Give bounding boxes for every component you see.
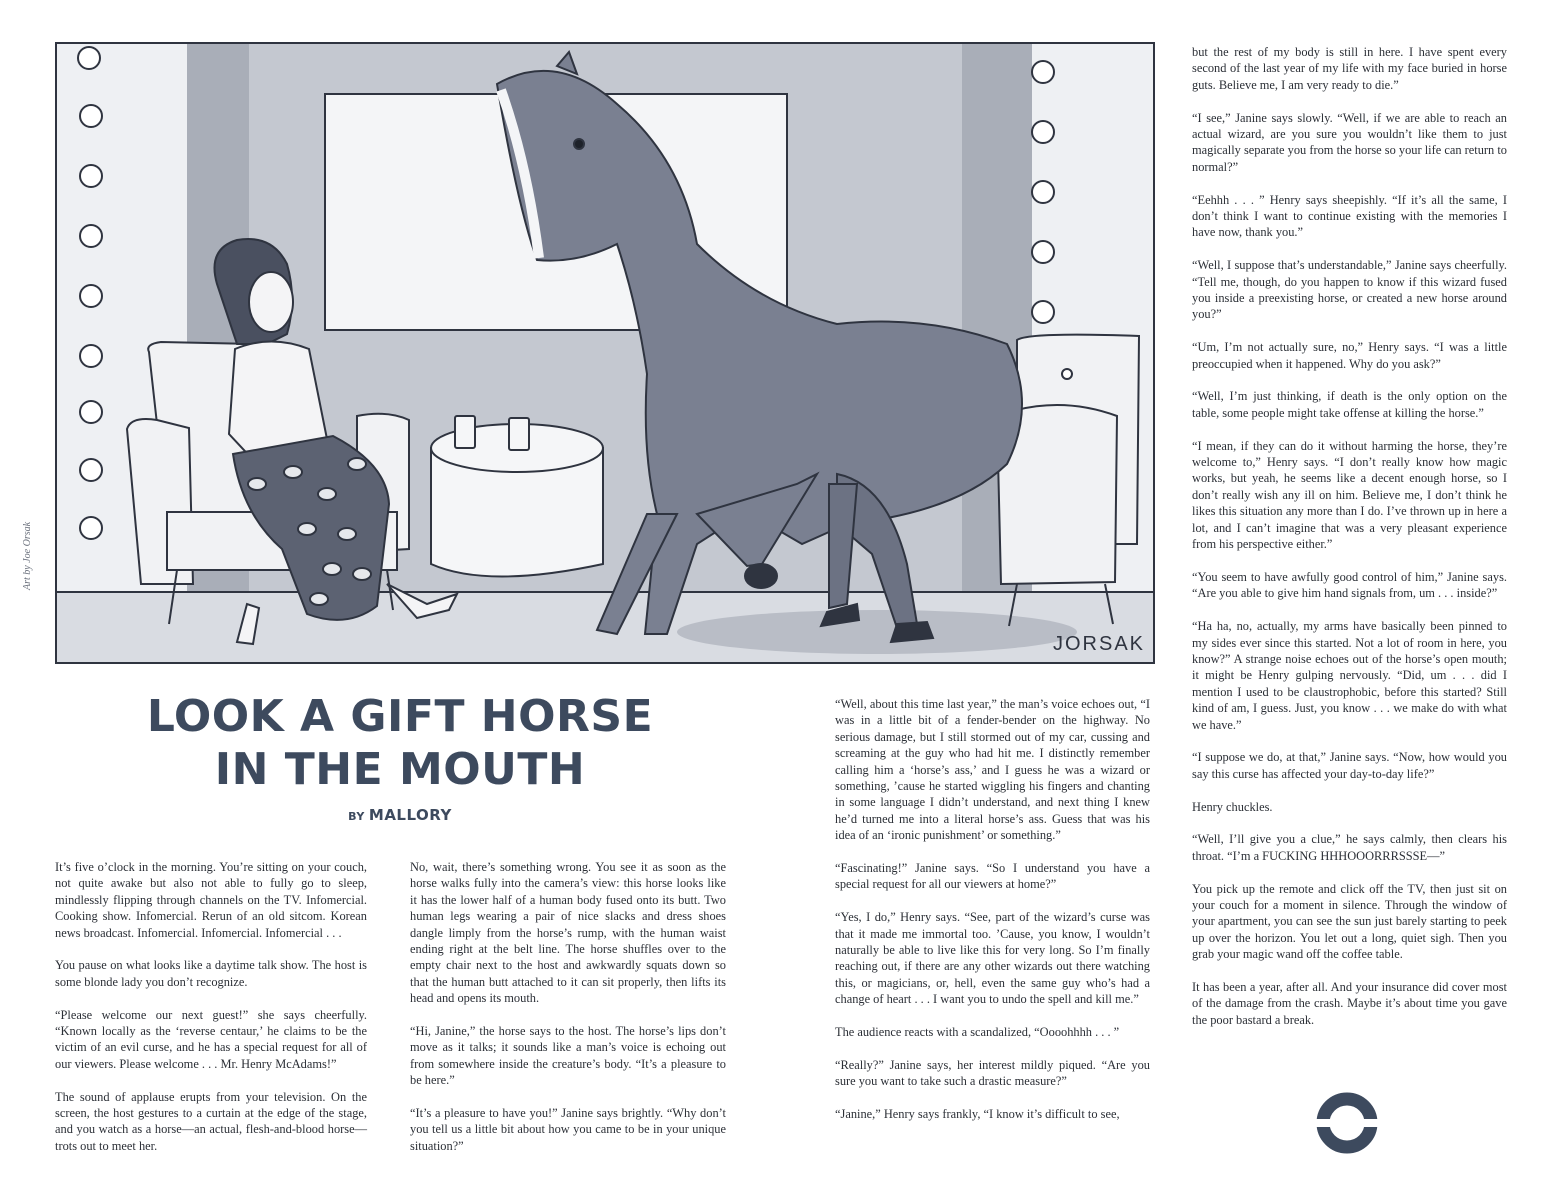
text-column-1 bbox=[55, 859, 367, 1171]
paragraph: You pick up the remote and click off the TV, then just sit on your couch for a moment in silence. Through the window of your apartment, you can see the sun just barely starting to peek up over the horizon. You let out a long, quiet sigh. Then you grab your magic wand off the coffee table. bbox=[1192, 881, 1507, 962]
paragraph: The sound of applause erupts from your television. On the screen, the host gestures to a curtain at the edge of the stage, and you watch as a horse—an actual, flesh-and-blood horse—trots out to meet her. bbox=[55, 1089, 367, 1153]
paragraph: “Please welcome our next guest!” she says cheerfully. “Known locally as the ‘reverse centaur,’ he claims to be the victim of an evil curse, and he has a special request for all of our viewers. Please welcome . . . Mr. Henry McAdams!” bbox=[55, 1007, 367, 1071]
paragraph: “Hi, Janine,” the horse says to the host. The horse’s lips don’t move as it talks; it sounds like a man’s voice is echoing out from somewhere inside the creature’s body. “It’s a pleasure to be here.” bbox=[410, 1024, 726, 1088]
title-line-1: LOOK A GIFT HORSE bbox=[146, 691, 654, 742]
article-header bbox=[40, 690, 760, 824]
paragraph: The audience reacts with a scandalized, “Oooohhhh . . . ” bbox=[835, 1025, 1120, 1040]
paragraph: “Well, I’m just thinking, if death is the only option on the table, some people might take offense at killing the horse.” bbox=[1192, 389, 1507, 420]
artist-signature: JORSAK bbox=[1053, 633, 1146, 655]
paragraph: Henry chuckles. bbox=[1192, 799, 1273, 814]
article-title bbox=[40, 690, 760, 796]
end-mark-logo-icon bbox=[1316, 1092, 1378, 1154]
byline bbox=[40, 806, 760, 824]
paragraph: “Well, about this time last year,” the man’s voice echoes out, “I was in a little bit of a fender-bender on the highway. No serious damage, but I still stormed out of my car, cussing and screaming at the guy who had hit me. I distinctly remember calling him a ‘horse’s ass,’ and I guess he was a wizard or something, ’cause he started wiggling his fingers and chanting in some language I didn’t understand, and next thing I knew he’d turned me into a literal horse’s ass. Guess that was his idea of an ‘ironic punishment’ or something.” bbox=[835, 697, 1150, 843]
paragraph: You pause on what looks like a daytime talk show. The host is some blonde lady you don’t recognize. bbox=[55, 958, 367, 989]
cartoon-illustration bbox=[55, 42, 1155, 664]
text-column-2 bbox=[410, 859, 726, 1171]
paragraph: It has been a year, after all. And your insurance did cover most of the damage from the crash. Maybe it’s about time you gave the poor bastard a break. bbox=[1192, 979, 1507, 1027]
paragraph: “It’s a pleasure to have you!” Janine says brightly. “Why don’t you tell us a little bit about how you came to be in your unique situation?” bbox=[410, 1106, 726, 1153]
title-line-2: IN THE MOUTH bbox=[214, 744, 586, 795]
paragraph: No, wait, there’s something wrong. You see it as soon as the horse walks fully into the camera’s view: this horse looks like it has the lower half of a human body fused onto its butt. Two human legs wearing a pair of nice slacks and dress shoes dangle limply from the horse’s rump, with the human waist ending right at the belt line. The horse shuffles over to the empty chair next to the host and awkwardly squats down so that the human butt attached to it can sit properly, then lifts its head and opens its mouth. bbox=[410, 860, 726, 1006]
paragraph: “Ha ha, no, actually, my arms have basically been pinned to my sides ever since this started. Not a lot of room in here, you know?” A strange noise echoes out of the horse’s open mouth; it might be Henry gulping nervously. “Did, um . . . did I mention I used to be claustrophobic, before this started? Still kind of am, I guess. Just, you know . . . we make do with what we have.” bbox=[1192, 619, 1507, 732]
author-name: MALLORY bbox=[368, 806, 452, 824]
paragraph: “Janine,” Henry says frankly, “I know it’s difficult to see, bbox=[835, 1107, 1120, 1122]
byline-prefix: BY bbox=[348, 810, 365, 823]
artist-credit: Art by Joe Orsak bbox=[22, 521, 33, 590]
paragraph: It’s five o’clock in the morning. You’re sitting on your couch, not quite awake but also not able to fully go to sleep, mindlessly flipping through channels on the TV. Infomercial. Cooking show. Infomercial. Rerun of an old sitcom. Korean news broadcast. Infomercial. Infomercial. Infomercial . . . bbox=[55, 860, 367, 940]
text-column-3 bbox=[835, 696, 1150, 1139]
paragraph: “I see,” Janine says slowly. “Well, if we are able to reach an actual wizard, are you sure you wouldn’t like them to just magically separate you from the horse so your life can return to normal?” bbox=[1192, 110, 1507, 174]
paragraph: “Yes, I do,” Henry says. “See, part of the wizard’s curse was that it made me immortal too. ’Cause, you know, I wouldn’t naturally be able to live like this for very long. So I’m finally reaching out, if there are any other wizards out there watching this, or magicians, or, hell, even the same guy who’s had a change of heart . . . I want you to undo the spell and kill me.” bbox=[835, 910, 1150, 1007]
paragraph: “You seem to have awfully good control of him,” Janine says. “Are you able to give him hand signals from, um . . . inside?” bbox=[1192, 569, 1507, 601]
paragraph: but the rest of my body is still in here. I have spent every second of the last year of my life with my face buried in horse guts. Believe me, I am very ready to die.” bbox=[1192, 45, 1507, 92]
paragraph: “Well, I suppose that’s understandable,” Janine says cheerfully. “Tell me, though, do you happen to know if this wizard fused you inside a preexisting horse, or created a new horse around you?” bbox=[1192, 258, 1507, 322]
paragraph: “I mean, if they can do it without harming the horse, they’re welcome to,” Henry says. “I don’t really know how magic works, but yeah, he seems like a decent enough horse, so I don’t really wish any ill on him. Believe me, I don’t think he likes this situation any more than I do. I’ve thrown up in here a lot, and I can’t imagine that was a very pleasant experience from his perspective either.” bbox=[1192, 438, 1507, 552]
text-column-4 bbox=[1192, 44, 1507, 1045]
paragraph: “I suppose we do, at that,” Janine says. “Now, how would you say this curse has affected your day-to-day life?” bbox=[1192, 750, 1507, 781]
paragraph: “Fascinating!” Janine says. “So I understand you have a special request for all our viewers at home?” bbox=[835, 861, 1150, 892]
paragraph: “Eehhh . . . ” Henry says sheepishly. “If it’s all the same, I don’t think I want to continue existing with the memories I have now, thank you.” bbox=[1192, 192, 1507, 240]
paragraph: “Well, I’ll give you a clue,” he says calmly, then clears his throat. “I’m a FUCKING HHHOOORRRSSSE—” bbox=[1192, 832, 1507, 863]
paragraph: “Really?” Janine says, her interest mildly piqued. “Are you sure you want to take such a drastic measure?” bbox=[835, 1057, 1150, 1089]
paragraph: “Um, I’m not actually sure, no,” Henry says. “I was a little preoccupied when it happened. Why do you ask?” bbox=[1192, 340, 1507, 371]
